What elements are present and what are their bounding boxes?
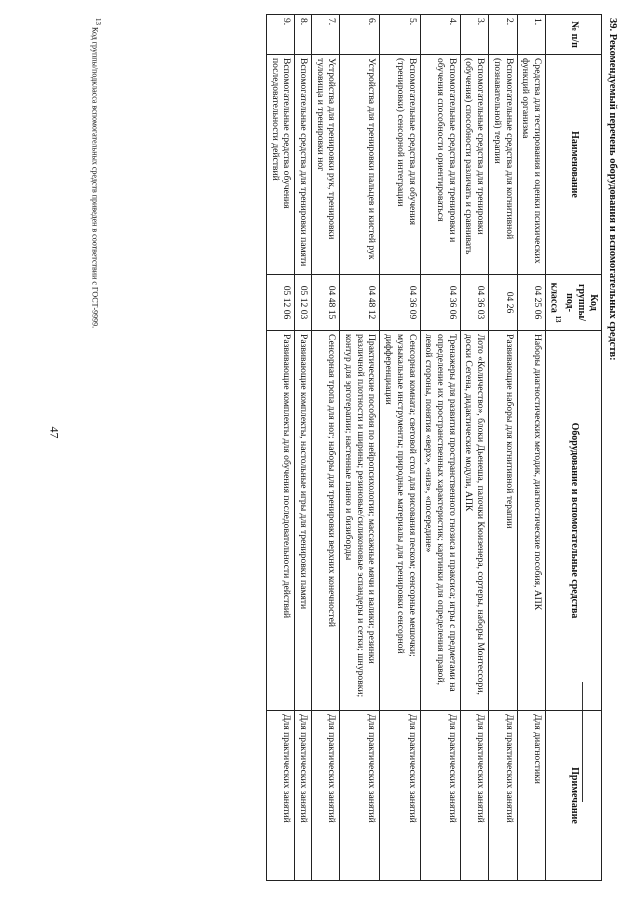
cell-note: Для практических занятий [380,711,420,881]
header-equipment: Оборудование и вспомогательные средства [545,331,601,711]
cell-equipment: Наборы диагностических методик, диагностические пособия, АПК [517,331,545,711]
table-row [489,15,517,881]
cell-note: Для практических занятий [311,711,339,881]
section-heading: 39. Рекомендуемый перечень оборудования и вспомогательных средств: [607,18,618,361]
header-note: Примечание [545,711,601,881]
cell-code: 04 36 06 [420,275,460,331]
cell-note: Для практических занятий [420,711,460,881]
cell-equipment: Развивающие комплекты для обучения последовательности действий [266,331,294,711]
cell-name: Вспомогательные средства для когнитивной (познавательной) терапии [489,55,517,275]
cell-num: 4. [420,15,460,55]
cell-equipment: Развивающие наборы для когнитивной терапии [489,331,517,711]
cell-name: Устройства для тренировки рук, тренировки туловища и тренировки ног [311,55,339,275]
cell-num: 1. [517,15,545,55]
page-number: 47 [47,426,62,439]
cell-num: 9. [266,15,294,55]
header-code [545,275,601,331]
cell-code: 05 12 06 [266,275,294,331]
cell-name: Вспомогательные средства обучения последовательности действий [266,55,294,275]
rotated-page-content [80,14,620,880]
cell-note: Для практических занятий [340,711,380,881]
cell-code: 04 26 [489,275,517,331]
cell-code: 04 25 06 [517,275,545,331]
cell-name: Вспомогательные средства для обучения (тренировки) сенсорной интеграции [380,55,420,275]
cell-num: 7. [311,15,339,55]
cell-code: 04 36 03 [460,275,488,331]
cell-num: 8. [295,15,312,55]
cell-note: Для практических занятий [266,711,294,881]
cell-note: Для практических занятий [489,711,517,881]
header-code-footnote-marker: 13 [554,315,563,323]
cell-equipment: Сенсорная тропа для ног; наборы для тренировки верхних конечностей [311,331,339,711]
cell-code: 04 36 09 [380,275,420,331]
footnote-marker: 13 [94,18,102,25]
table-row [311,15,339,881]
cell-name: Вспомогательные средства для тренировки памяти [295,55,312,275]
cell-note: Для практических занятий [460,711,488,881]
cell-note: Для диагностики [517,711,545,881]
cell-num: 5. [380,15,420,55]
cell-equipment: Сенсорная комната; световой стол для рисования песком; сенсорные мешочки; музыкальные инструменты; природные материалы для тренировки сенсорной дифференциации [380,331,420,711]
table-row [295,15,312,881]
header-code-text: Код группы/под-класса [549,282,599,322]
header-num: № п/п [545,15,601,55]
cell-name: Вспомогательные средства для тренировки и обучения способности ориентироваться [420,55,460,275]
table-row [517,15,545,881]
equipment-table [266,14,602,881]
header-name: Наименование [545,55,601,275]
cell-num: 2. [489,15,517,55]
table-row [460,15,488,881]
table-header-row [545,15,601,881]
cell-code: 04 48 12 [340,275,380,331]
cell-equipment: Тренажеры для развития пространственного гнозиса и праксиса; игры с предметами на определение их пространственных характеристик; картинки для определения правой, левой стороны, понятия «верх», «низ», «посередине» [420,331,460,711]
equipment-table-wrapper [266,14,602,880]
table-row [266,15,294,881]
cell-code: 04 48 15 [311,275,339,331]
cell-name: Средства для тестирования и оценки психических функций организма [517,55,545,275]
cell-name: Вспомогательные средства для тренировки (обучения) способности различать и сравнивать [460,55,488,275]
cell-code: 05 12 03 [295,275,312,331]
footnote-text: Код группы/подкласса вспомогательных средств приведен в соответствии с ГОСТ-9999. [90,27,100,329]
table-row [340,15,380,881]
cell-num: 3. [460,15,488,55]
cell-name: Устройства для тренировки пальцев и кистей рук [340,55,380,275]
cell-equipment: Практические пособия по нейропсихологии; массажные мячи и валики; резинки различной плотности и ширины; резиновые/силиконовые эспандеры и сетки; шнуровки; контур для эрготерапии; настенные панно и бизиборды [340,331,380,711]
cell-num: 6. [340,15,380,55]
table-row [420,15,460,881]
cell-equipment: Лото «Количество», блоки Дьенеша, палочки Кюизенера, сортеры, наборы Монтессори, доски Сегена, дидактические модули, АПК [460,331,488,711]
cell-note: Для практических занятий [295,711,312,881]
cell-equipment: Развивающие комплекты, настольные игры для тренировки памяти [295,331,312,711]
table-row [380,15,420,881]
footnote [90,18,102,328]
